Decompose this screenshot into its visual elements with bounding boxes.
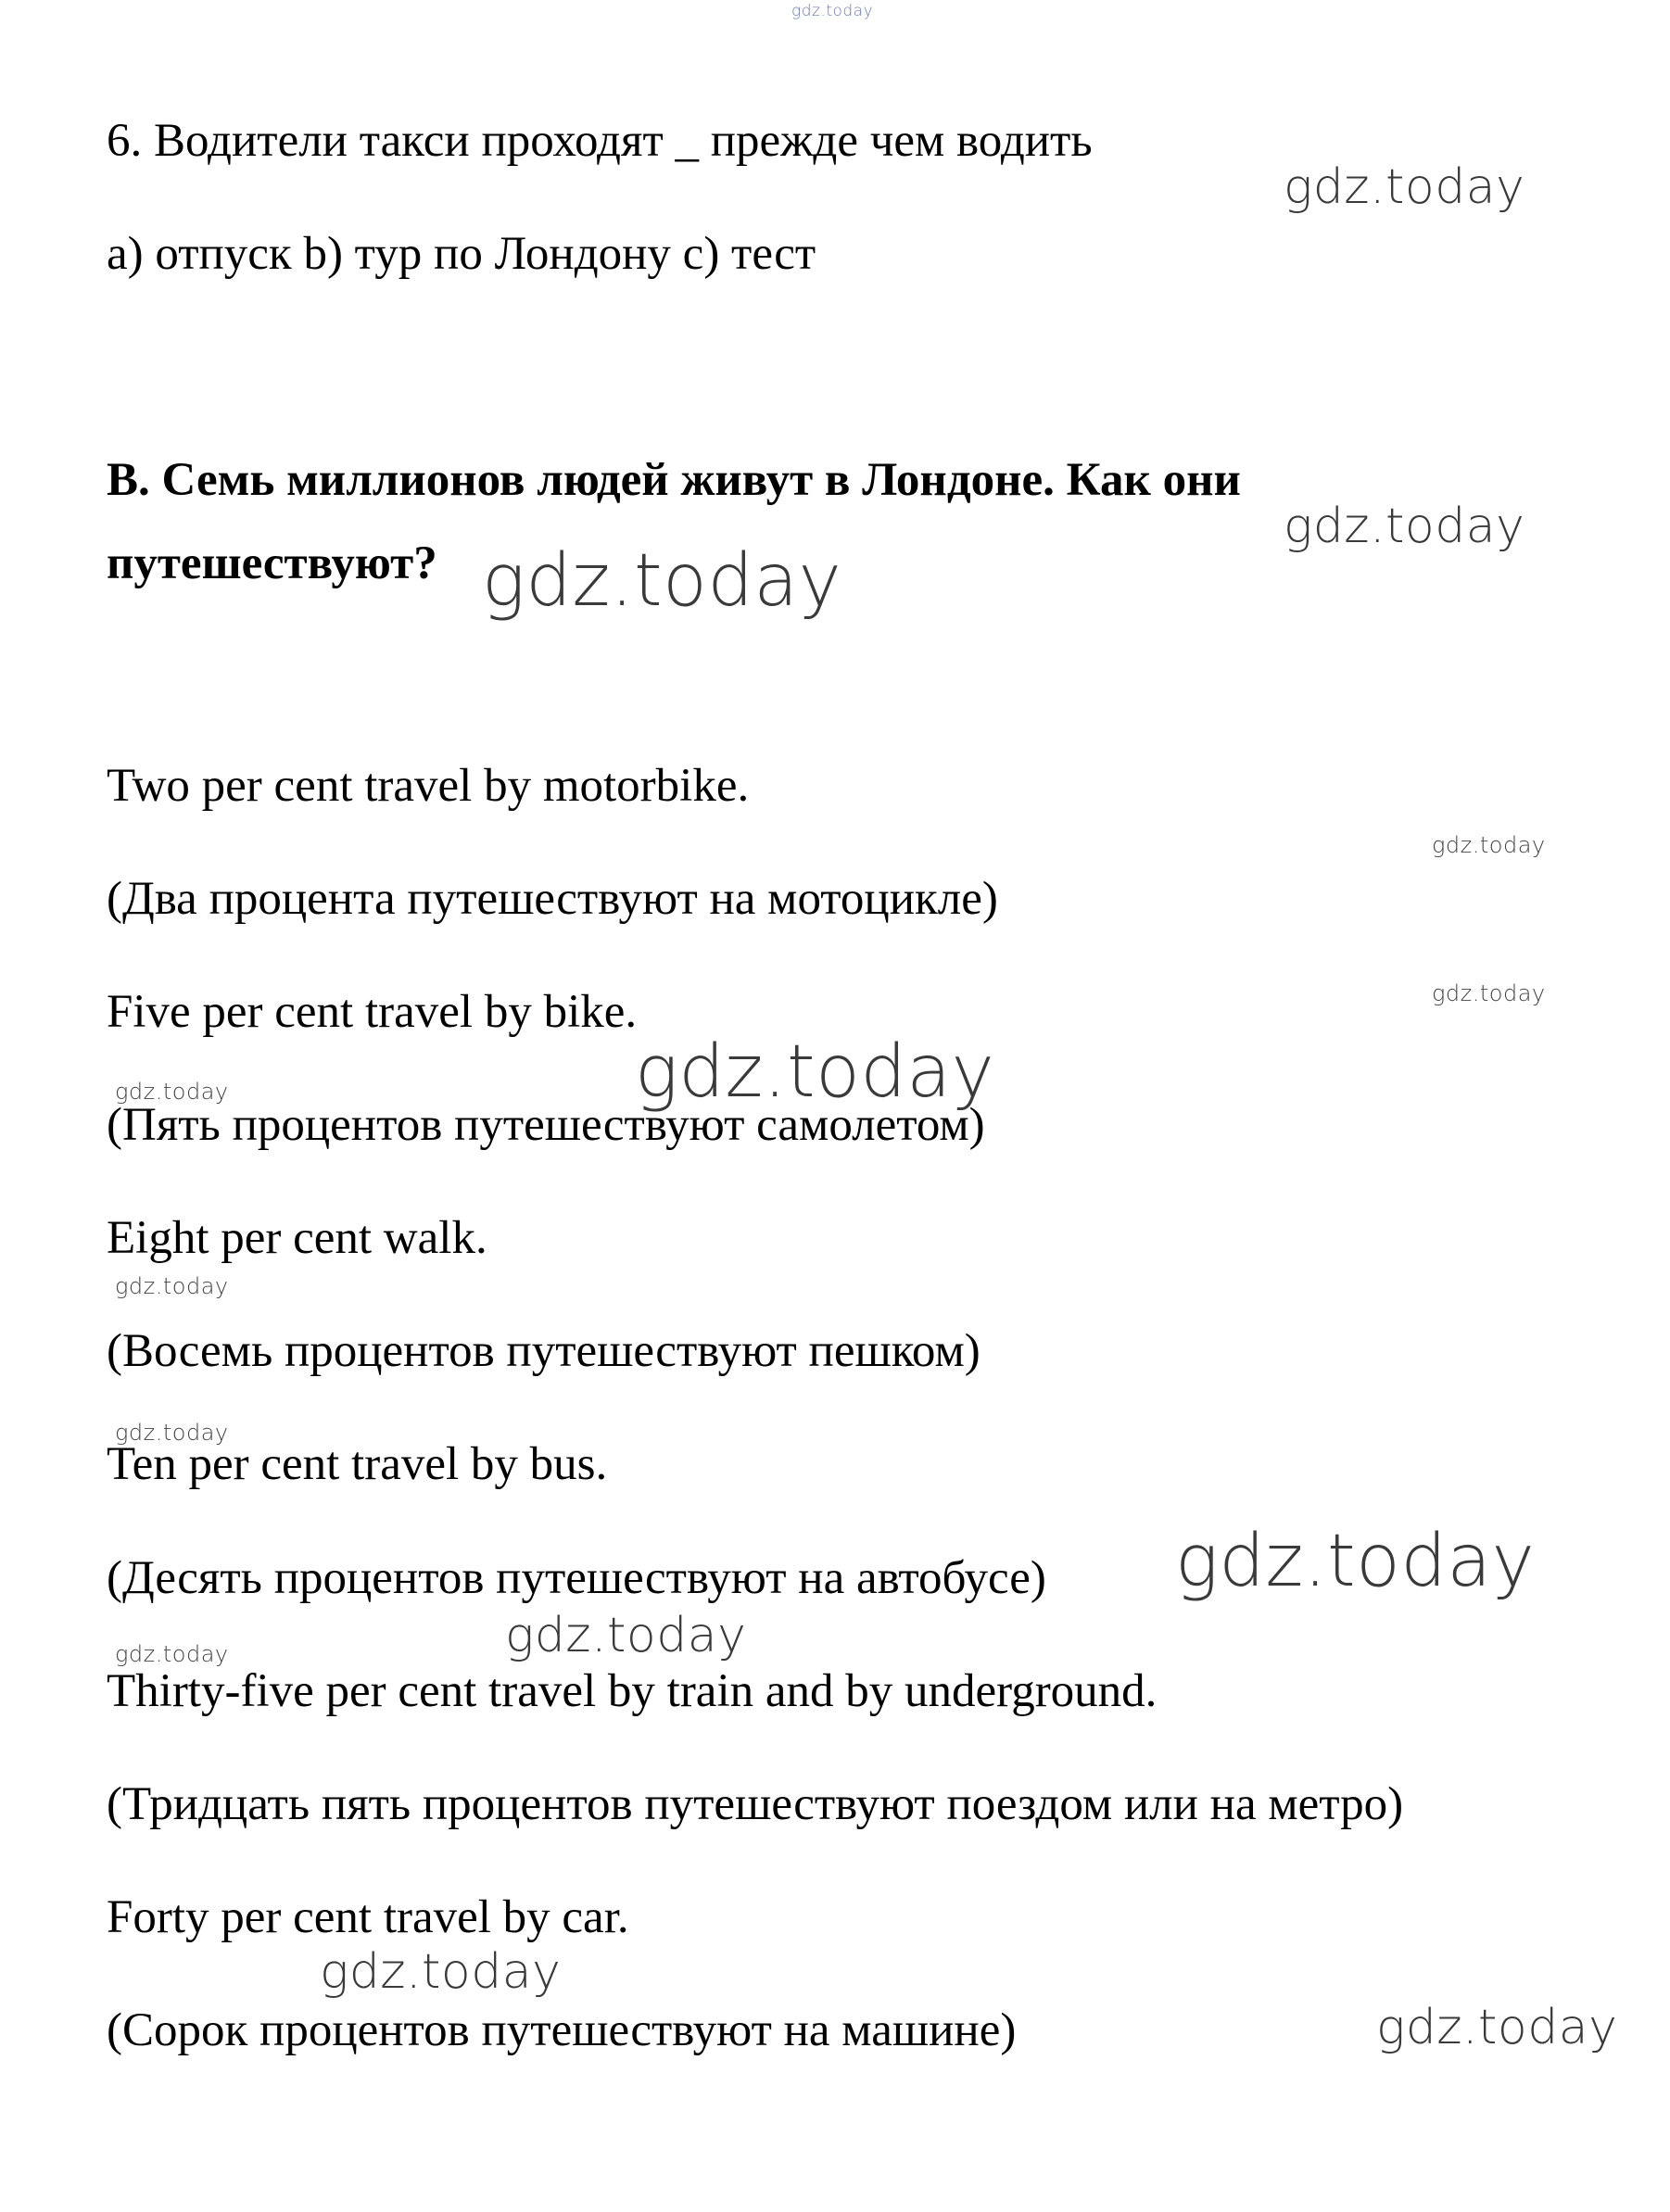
question-6-text: 6. Водители такси проходят _ прежде чем водить (107, 115, 1093, 167)
watermark: gdz.today (1175, 1520, 1536, 1603)
watermark: gdz.today (115, 1273, 229, 1299)
watermark: gdz.today (1376, 2000, 1618, 2055)
item-english: Two per cent travel by motorbike. (107, 760, 750, 812)
item-english: Five per cent travel by bike. (107, 986, 638, 1038)
section-b-heading-line2: путешествуют? (107, 537, 437, 589)
watermark: gdz.today (1284, 159, 1525, 215)
watermark: gdz.today (1432, 980, 1546, 1006)
watermark: gdz.today (320, 1944, 562, 2000)
item-english: Eight per cent walk. (107, 1212, 487, 1264)
watermark: gdz.today (635, 1030, 995, 1114)
watermark: gdz.today (115, 1641, 229, 1667)
watermark: gdz.today (505, 1608, 747, 1663)
item-russian: (Тридцать пять процентов путешествуют поездом или на метро) (107, 1778, 1404, 1830)
item-english: Thirty-five per cent travel by train and by underground. (107, 1665, 1158, 1717)
watermark: gdz.today (1284, 499, 1525, 554)
section-b-heading-line1: B. Семь миллионов людей живут в Лондоне. Как они (107, 454, 1241, 506)
question-6-options: a) отпуск b) тур по Лондону c) тест (107, 228, 816, 280)
item-russian: (Два процента путешествуют на мотоцикле) (107, 873, 998, 925)
watermark: gdz.today (482, 539, 842, 623)
item-russian: (Десять процентов путешествуют на автобусе) (107, 1552, 1046, 1604)
item-russian: (Восемь процентов путешествуют пешком) (107, 1325, 980, 1377)
watermark: gdz.today (115, 1420, 229, 1446)
watermark: gdz.today (791, 2, 874, 20)
item-english: Forty per cent travel by car. (107, 1891, 629, 1943)
watermark: gdz.today (115, 1079, 229, 1105)
item-russian: (Пять процентов путешествуют самолетом) (107, 1099, 985, 1151)
item-english: Ten per cent travel by bus. (107, 1438, 608, 1490)
watermark: gdz.today (1432, 832, 1546, 858)
item-russian: (Сорок процентов путешествуют на машине) (107, 2004, 1017, 2056)
